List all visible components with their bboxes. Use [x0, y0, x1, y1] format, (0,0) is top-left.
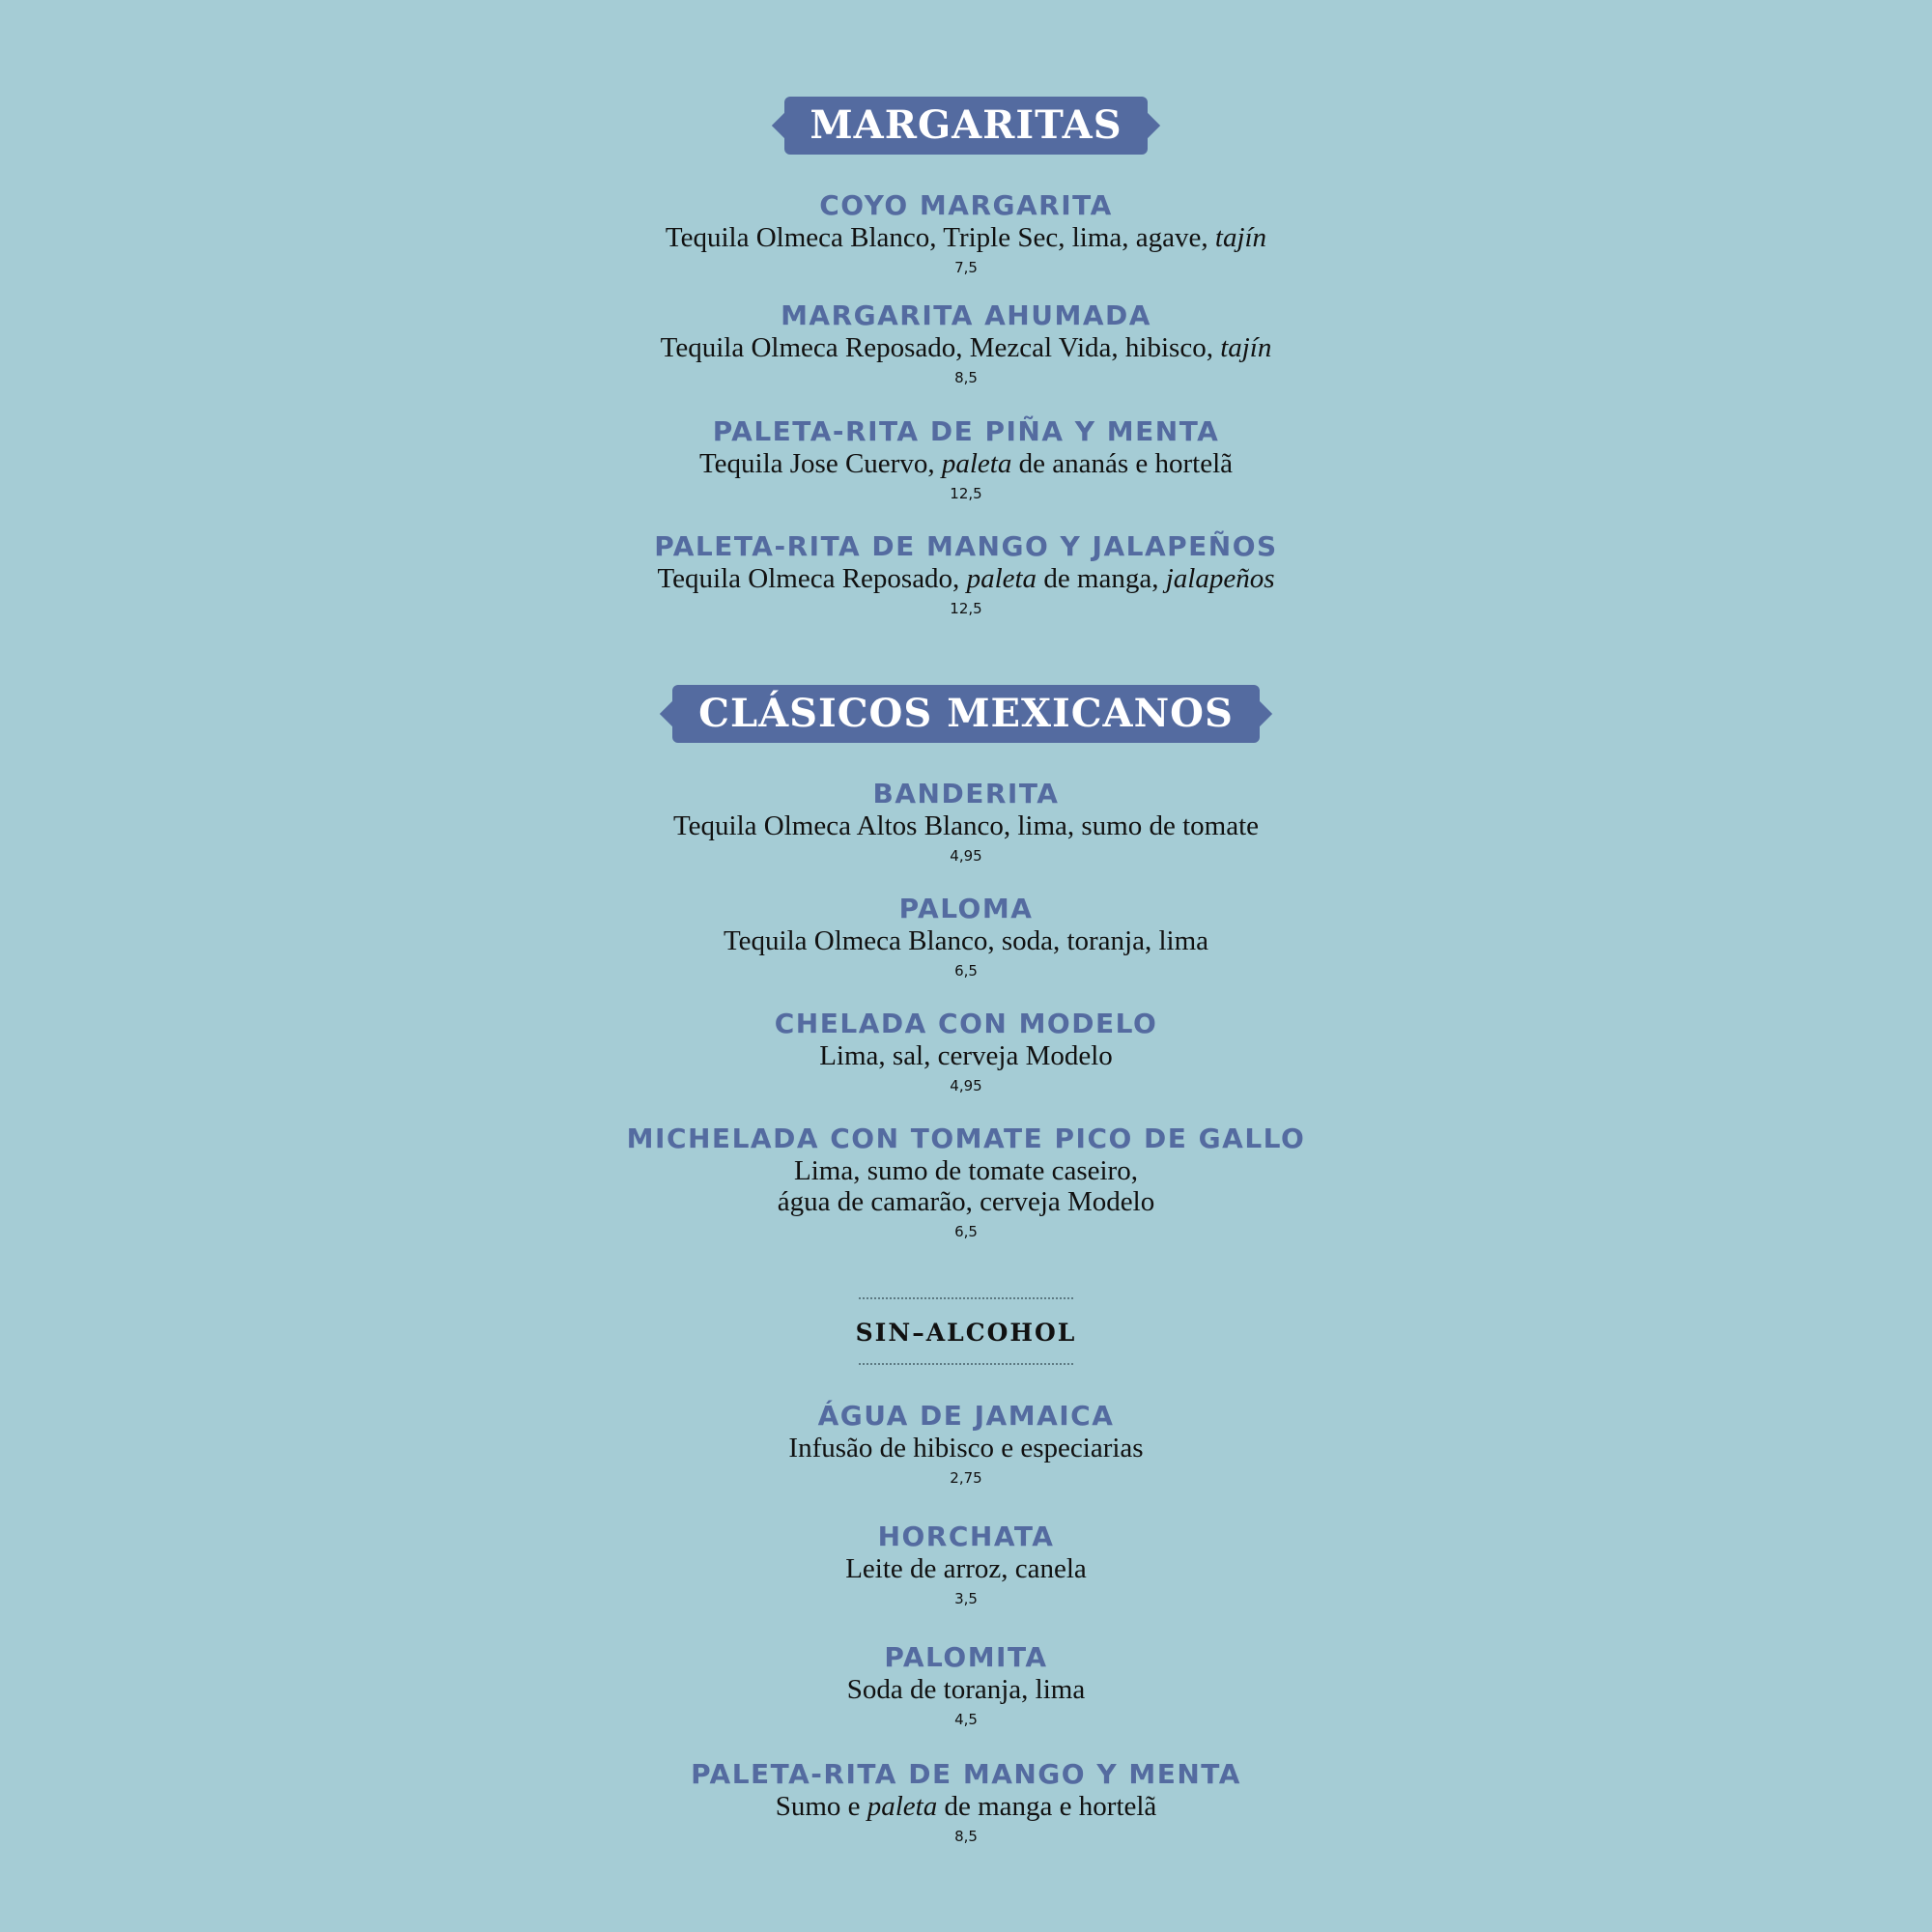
- item-price: 6,5: [954, 1223, 978, 1240]
- menu-item: [0, 1122, 1932, 1242]
- menu-item: [0, 1758, 1932, 1847]
- item-description: Tequila Olmeca Reposado, paleta de manga, jalapeños: [657, 563, 1275, 594]
- item-price: 12,5: [950, 485, 982, 502]
- item-price: 2,75: [950, 1469, 982, 1487]
- menu-item: [0, 1008, 1932, 1096]
- item-description: Tequila Olmeca Blanco, Triple Sec, lima, agave, tajín: [665, 222, 1267, 253]
- item-description-line-1: Lima, sumo de tomate caseiro,: [794, 1155, 1138, 1186]
- menu-item: [0, 189, 1932, 278]
- item-description: Leite de arroz, canela: [845, 1553, 1087, 1584]
- item-price: 8,5: [954, 1828, 978, 1845]
- item-price: 3,5: [954, 1590, 978, 1607]
- item-price: 8,5: [954, 369, 978, 386]
- menu-item: [0, 1641, 1932, 1730]
- menu-item: [0, 893, 1932, 981]
- item-name: BANDERITA: [872, 778, 1060, 810]
- menu-item: [0, 415, 1932, 504]
- item-description: Lima, sal, cerveja Modelo: [819, 1040, 1113, 1071]
- item-description: Tequila Olmeca Reposado, Mezcal Vida, hibisco, tajín: [660, 332, 1272, 363]
- item-name: PALOMITA: [884, 1641, 1048, 1673]
- item-name: CHELADA CON MODELO: [774, 1008, 1158, 1039]
- item-description: Soda de toranja, lima: [846, 1674, 1086, 1705]
- section-title-sin-alcohol: SIN–ALCOHOL: [855, 1319, 1077, 1347]
- section-title-margaritas: MARGARITAS: [810, 102, 1122, 148]
- item-description: Tequila Olmeca Blanco, soda, toranja, lima: [723, 925, 1209, 956]
- item-price: 7,5: [954, 259, 978, 276]
- item-name: MARGARITA AHUMADA: [781, 299, 1151, 331]
- menu-item: [0, 530, 1932, 619]
- dotted-divider-bottom: [859, 1363, 1073, 1365]
- item-name: COYO MARGARITA: [819, 189, 1113, 221]
- item-description: Tequila Olmeca Altos Blanco, lima, sumo de tomate: [672, 810, 1260, 841]
- item-description: Infusão de hibisco e especiarias: [788, 1433, 1144, 1463]
- item-price: 12,5: [950, 600, 982, 617]
- item-name: PALETA-RITA DE PIÑA Y MENTA: [712, 415, 1220, 447]
- item-price: 6,5: [954, 962, 978, 980]
- item-name: HORCHATA: [877, 1520, 1055, 1552]
- menu-item: [0, 778, 1932, 867]
- section-title-clasicos: CLÁSICOS MEXICANOS: [698, 691, 1234, 736]
- item-description: Tequila Jose Cuervo, paleta de ananás e hortelã: [698, 448, 1234, 479]
- item-description: Sumo e paleta de manga e hortelã: [775, 1791, 1157, 1822]
- menu-item: [0, 1520, 1932, 1609]
- item-price: 4,95: [950, 1077, 982, 1094]
- dotted-divider-top: [859, 1297, 1073, 1299]
- item-price: 4,95: [950, 847, 982, 865]
- item-price: 4,5: [954, 1711, 978, 1728]
- item-name: ÁGUA DE JAMAICA: [817, 1400, 1115, 1432]
- section-banner-margaritas: [784, 97, 1148, 155]
- menu-item: [0, 1400, 1932, 1489]
- item-name: MICHELADA CON TOMATE PICO DE GALLO: [626, 1122, 1306, 1154]
- section-banner-clasicos: [672, 685, 1260, 743]
- item-name: PALETA-RITA DE MANGO Y MENTA: [691, 1758, 1241, 1790]
- item-name: PALOMA: [898, 893, 1034, 924]
- item-name: PALETA-RITA DE MANGO Y JALAPEÑOS: [654, 530, 1278, 562]
- menu-item: [0, 299, 1932, 388]
- item-description-line-2: água de camarão, cerveja Modelo: [777, 1186, 1155, 1217]
